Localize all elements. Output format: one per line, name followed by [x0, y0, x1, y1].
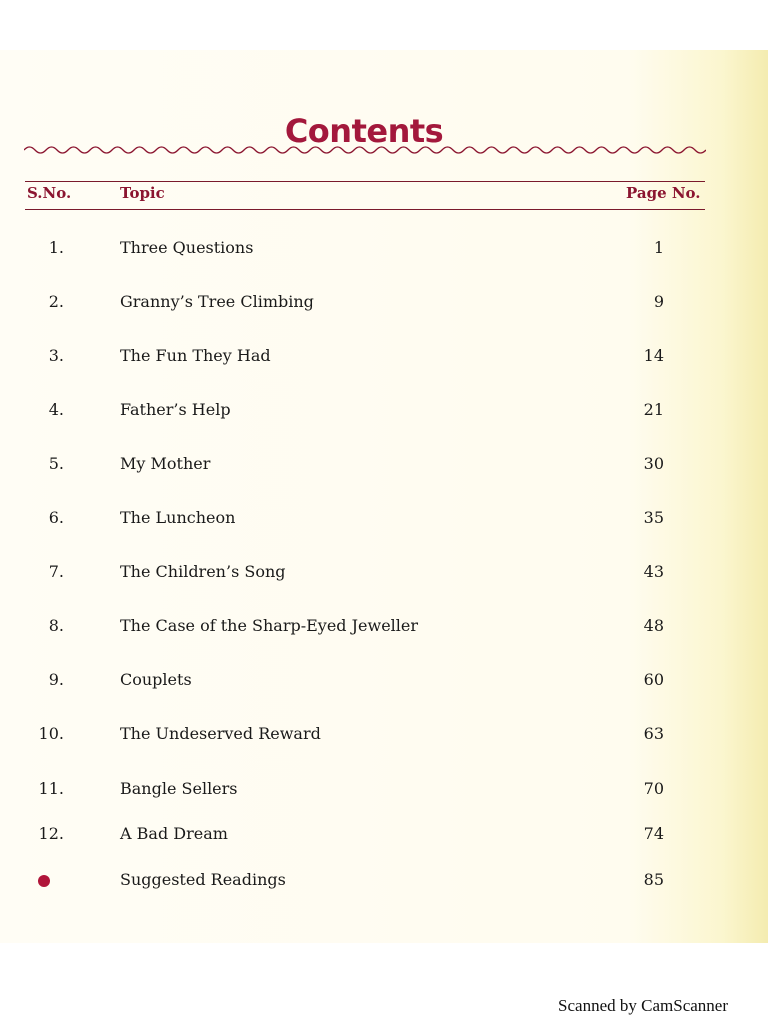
contents-row [0, 508, 768, 538]
entry-topic: The Luncheon [120, 508, 236, 527]
entry-page: 14 [643, 346, 664, 365]
entry-number: 5. [48, 454, 64, 473]
entry-topic: The Case of the Sharp-Eyed Jeweller [120, 616, 419, 635]
entry-number: 11. [38, 779, 64, 798]
entry-topic: The Undeserved Reward [120, 724, 321, 743]
entry-page: 35 [643, 508, 664, 527]
entry-topic: The Children’s Song [120, 562, 286, 581]
contents-row [0, 292, 768, 322]
entry-page: 48 [643, 616, 664, 635]
title-wavy-underline [24, 143, 706, 157]
entry-number: 9. [48, 670, 64, 689]
entry-page: 43 [643, 562, 664, 581]
entry-number: 1. [48, 238, 64, 257]
entry-number: 8. [48, 616, 64, 635]
contents-row [0, 724, 768, 754]
entry-page: 21 [643, 400, 664, 419]
entry-topic: Granny’s Tree Climbing [120, 292, 314, 311]
contents-row [0, 824, 768, 854]
entry-page: 74 [643, 824, 664, 843]
entry-topic: The Fun They Had [120, 346, 271, 365]
contents-row [0, 238, 768, 268]
contents-row [0, 870, 768, 900]
header-rule-bottom [25, 209, 705, 210]
contents-row [0, 400, 768, 430]
entry-page: 85 [643, 870, 664, 889]
header-page-no: Page No. [626, 184, 701, 202]
contents-row [0, 779, 768, 809]
entry-topic: My Mother [120, 454, 211, 473]
entry-page: 63 [643, 724, 664, 743]
contents-row [0, 616, 768, 646]
entry-page: 70 [643, 779, 664, 798]
entry-number: 12. [38, 824, 64, 843]
entry-topic: Suggested Readings [120, 870, 286, 889]
entry-number: 2. [48, 292, 64, 311]
entry-page: 30 [643, 454, 664, 473]
entry-topic: Father’s Help [120, 400, 231, 419]
entry-number: 4. [48, 400, 64, 419]
header-rule-top [25, 181, 705, 182]
entry-page: 9 [653, 292, 664, 311]
entry-number: 10. [38, 724, 64, 743]
entry-page: 60 [643, 670, 664, 689]
scanner-watermark: Scanned by CamScanner [558, 996, 728, 1015]
entry-topic: A Bad Dream [120, 824, 228, 843]
entry-topic: Couplets [120, 670, 192, 689]
entry-page: 1 [653, 238, 664, 257]
header-topic: Topic [120, 184, 165, 202]
header-sno: S.No. [27, 184, 72, 202]
bullet-icon [38, 875, 50, 887]
entry-topic: Bangle Sellers [120, 779, 238, 798]
entry-number: 6. [48, 508, 64, 527]
page-title: Contents [284, 112, 444, 150]
entry-number: 7. [48, 562, 64, 581]
contents-row [0, 670, 768, 700]
entry-number: 3. [48, 346, 64, 365]
contents-row [0, 562, 768, 592]
contents-row [0, 454, 768, 484]
contents-row [0, 346, 768, 376]
entry-topic: Three Questions [120, 238, 254, 257]
